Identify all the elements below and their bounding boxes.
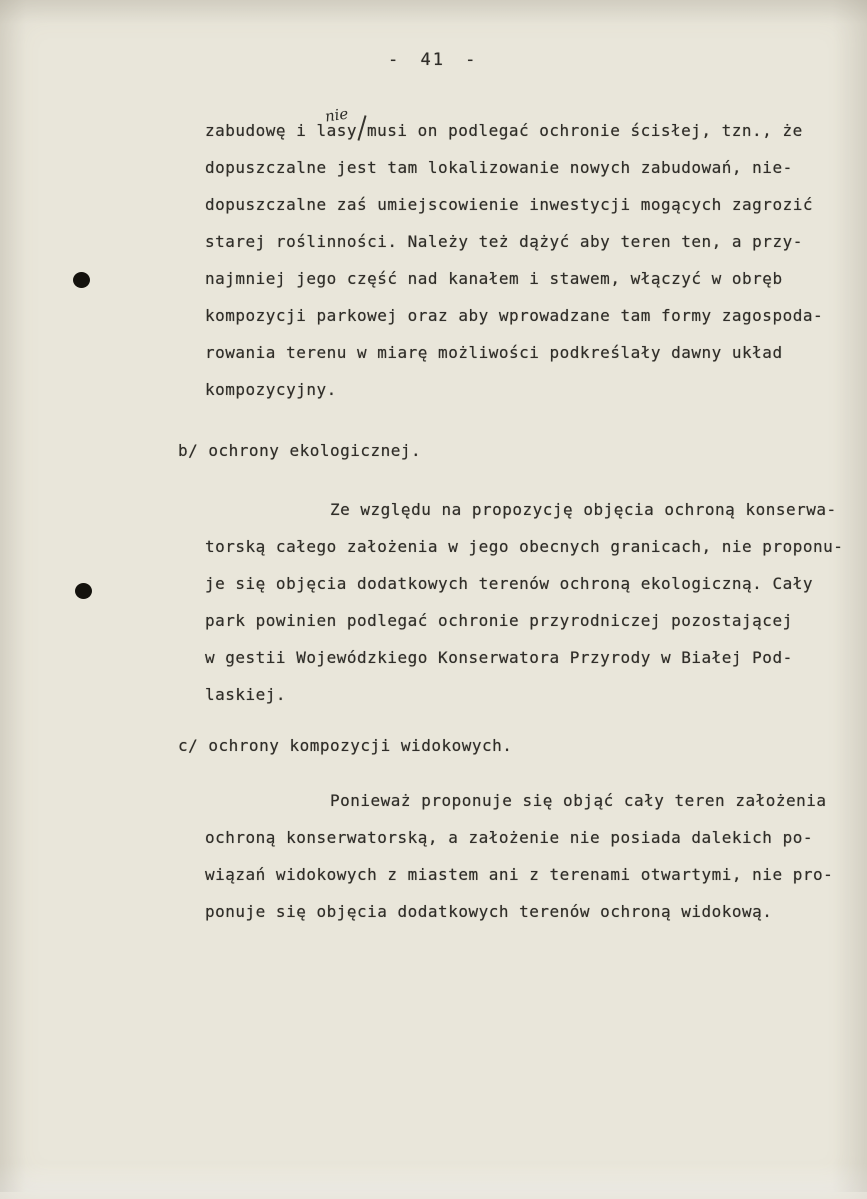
text-segment: musi on podlegać ochronie ścisłej, tzn., że: [367, 121, 803, 140]
text-line: Ze względu na propozycję objęcia ochroną konserwa-: [330, 500, 837, 519]
paragraph-1: [205, 104, 865, 408]
insertion-mark: [323, 104, 367, 139]
text-line: starej roślinności. Należy też dążyć aby teren ten, a przy-: [205, 232, 803, 251]
text-line: rowania terenu w miarę możliwości podkreślały dawny układ: [205, 343, 783, 362]
text-line: w gestii Wojewódzkiego Konserwatora Przyrody w Białej Pod-: [205, 648, 793, 667]
page-number: - 41 -: [388, 50, 478, 70]
text-line: park powinien podlegać ochronie przyrodniczej pozostającej: [205, 611, 793, 630]
text-line: laskiej.: [205, 685, 287, 704]
paragraph-2: [205, 491, 865, 713]
text-line: dopuszczalne zaś umiejscowienie inwestycji mogących zagrozić: [205, 195, 813, 214]
text-line: kompozycyjny.: [205, 380, 337, 399]
text-segment: zabudowę i lasy: [205, 121, 357, 140]
hole-punch-bottom: [75, 583, 92, 599]
text-line: ponuje się objęcia dodatkowych terenów ochroną widokową.: [205, 902, 773, 921]
text-line: najmniej jego część nad kanałem i stawem, włączyć w obręb: [205, 269, 783, 288]
text-line: je się objęcia dodatkowych terenów ochroną ekologiczną. Cały: [205, 574, 813, 593]
text-line: [205, 104, 865, 149]
paragraph-3: [205, 782, 865, 930]
document-body: [178, 104, 865, 930]
text-line: dopuszczalne jest tam lokalizowanie nowych zabudowań, nie-: [205, 158, 793, 177]
text-line: torską całego założenia w jego obecnych granicach, nie proponu-: [205, 537, 844, 556]
text-line: kompozycji parkowej oraz aby wprowadzane tam formy zagospoda-: [205, 306, 824, 325]
handwritten-annotation: nie: [323, 104, 350, 126]
text-line: Ponieważ proponuje się objąć cały teren założenia: [330, 791, 827, 810]
section-heading-c: c/ ochrony kompozycji widokowych.: [178, 736, 513, 755]
section-heading-b: b/ ochrony ekologicznej.: [178, 441, 422, 460]
text-line: ochroną konserwatorską, a założenie nie posiada dalekich po-: [205, 828, 813, 847]
scan-edge: [0, 1192, 867, 1199]
text-line: wiązań widokowych z miastem ani z terenami otwartymi, nie pro-: [205, 865, 834, 884]
hole-punch-top: [73, 272, 90, 288]
